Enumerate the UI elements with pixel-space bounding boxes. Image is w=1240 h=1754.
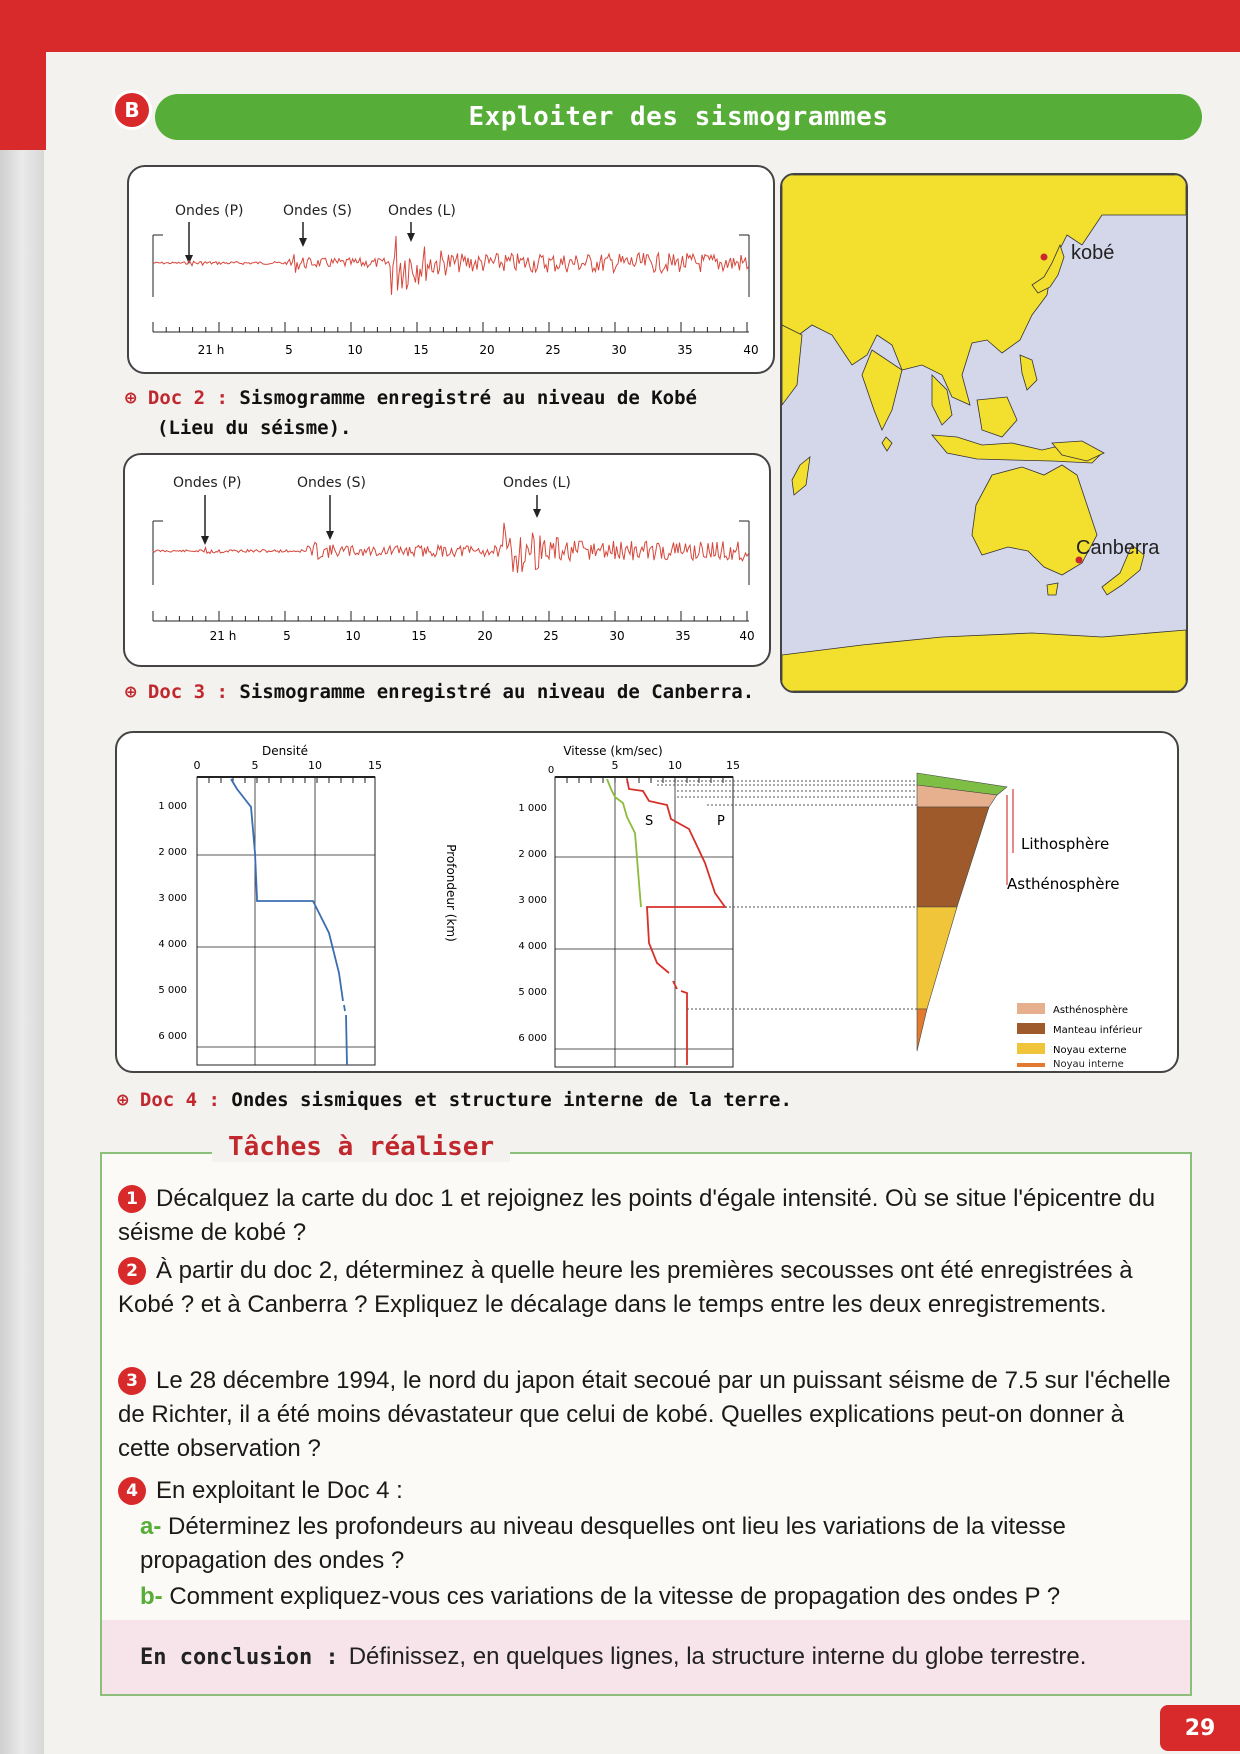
wedge-outer-core (917, 907, 957, 1009)
tick-label: 15 (411, 629, 427, 643)
tick-label: 4 000 (518, 941, 547, 952)
task-4b (140, 1580, 1180, 1614)
africa-landmass (782, 325, 802, 405)
task-4a-text: Déterminez les profondeurs au niveau desquelles ont lieu les variations de la vitesse propagation des ondes ? (140, 1513, 1066, 1574)
task-4 (118, 1474, 1178, 1508)
task-text: En exploitant le Doc 4 : (156, 1477, 403, 1504)
tasmania-landmass (1047, 583, 1058, 595)
task-4a-label: a- (140, 1513, 162, 1540)
tick-label: 40 (739, 629, 755, 643)
tick-label: 5 (611, 759, 619, 772)
density-title: Densité (262, 744, 308, 758)
seismogram-canberra (125, 455, 769, 665)
task-4a (140, 1510, 1180, 1578)
tick-label: 5 (285, 343, 293, 357)
wave-label-s: Ondes (S) (297, 475, 366, 491)
earth-structure-panel (115, 731, 1179, 1073)
task-4b-label: b- (140, 1583, 163, 1610)
density-curve (231, 779, 347, 1065)
tick-label: 15 (726, 759, 740, 772)
tick-label: 1 000 (158, 801, 187, 812)
page-number: 29 (1160, 1705, 1240, 1751)
tick-label: 10 (308, 759, 322, 772)
tick-label: 20 (477, 629, 493, 643)
seismogram-kobe (129, 167, 773, 372)
tick-label: 6 000 (158, 1031, 187, 1042)
tasks-box (100, 1132, 1192, 1696)
task-2 (118, 1254, 1178, 1322)
tick-label: 21 h (209, 629, 237, 643)
task-text: Le 28 décembre 1994, le nord du japon était secoué par un puissant séisme de 7.5 sur l'échelle de Richter, il a été moins dévastateur que celui de kobé. Quelles explications peut-on donner à cette observation ? (118, 1367, 1171, 1462)
task-number: 2 (118, 1257, 146, 1285)
wave-label-p: Ondes (P) (175, 203, 244, 219)
task-number: 4 (118, 1477, 146, 1505)
depth-axis-label: Profondeur (km) (444, 844, 458, 942)
legend-label: Asthénosphère (1053, 1005, 1129, 1016)
philippines-landmass (1020, 355, 1037, 390)
task-3 (118, 1364, 1178, 1466)
legend-label: Manteau inférieur (1053, 1025, 1143, 1036)
city-label-canberra: Canberra (1076, 537, 1160, 559)
tick-label: 15 (413, 343, 429, 357)
doc4-label: ⊕ Doc 4 : (117, 1089, 220, 1111)
tick-label: 10 (668, 759, 682, 772)
p-wave-curve (627, 779, 725, 1065)
task-number: 3 (118, 1367, 146, 1395)
tick-label: 3 000 (158, 893, 187, 904)
doc3-caption-text: Sismogramme enregistré au niveau de Canberra. (239, 681, 755, 703)
tick-label: 1 000 (518, 803, 547, 814)
wedge-inner-core (917, 1009, 927, 1051)
seismogram-canberra-panel (123, 453, 771, 667)
conclusion-text: Définissez, en quelques lignes, la structure interne du globe terrestre. (348, 1643, 1087, 1670)
asia-pacific-map (780, 173, 1188, 693)
tick-label: 5 (251, 759, 259, 772)
lithosphere-label: Lithosphère (1021, 835, 1110, 853)
tick-label: 35 (677, 343, 693, 357)
speed-title: Vitesse (km/sec) (563, 744, 663, 758)
sri-lanka-landmass (882, 437, 892, 451)
s-wave-curve (607, 779, 641, 907)
asia-landmass (782, 175, 1186, 405)
wave-label-p: Ondes (P) (173, 475, 242, 491)
wedge-lower-mantle (917, 807, 989, 907)
wave-label-s: Ondes (S) (283, 203, 352, 219)
legend-swatch-asthenosphere (1017, 1003, 1045, 1014)
india-landmass (862, 350, 902, 430)
tick-label: 3 000 (518, 895, 547, 906)
doc2-caption-line1: Sismogramme enregistré au niveau de Kobé (239, 387, 697, 409)
legend-swatch-outer-core (1017, 1043, 1045, 1054)
legend-label-inner-core: Noyau interne (1053, 1059, 1124, 1070)
legend-label: Noyau externe (1053, 1045, 1127, 1056)
tick-label: 2 000 (158, 847, 187, 858)
s-wave-label: S (645, 814, 654, 829)
doc3-caption (125, 677, 754, 707)
conclusion-label: En conclusion : (140, 1644, 339, 1670)
tick-label: 25 (543, 629, 559, 643)
seismogram-kobe-panel (127, 165, 775, 374)
legend-swatch-lower-mantle (1017, 1023, 1045, 1034)
conclusion (102, 1620, 1190, 1694)
tick-label: 5 000 (518, 987, 547, 998)
tasks-title: Tâches à réaliser (212, 1132, 510, 1162)
tick-label: 0 (547, 765, 555, 776)
left-red-bar (0, 0, 46, 150)
tick-label: 6 000 (518, 1033, 547, 1044)
tick-label: 20 (479, 343, 495, 357)
doc2-label: ⊕ Doc 2 : (125, 387, 228, 409)
borneo-landmass (977, 397, 1017, 437)
wave-label-l: Ondes (L) (388, 203, 456, 219)
wave-label-l: Ondes (L) (503, 475, 571, 491)
task-text: À partir du doc 2, déterminez à quelle heure les premières secousses ont été enregistrées à Kobé ? et à Canberra ? Expliquez le décalage dans le temps entre les deux enregistrements. (118, 1257, 1133, 1318)
doc4-caption-text: Ondes sismiques et structure interne de la terre. (231, 1089, 792, 1111)
tick-label: 5 000 (158, 985, 187, 996)
section-title: Exploiter des sismogrammes (155, 94, 1202, 140)
asthenosphere-label: Asthénosphère (1007, 875, 1120, 893)
tick-label: 35 (675, 629, 691, 643)
section-badge: B (115, 93, 149, 127)
tick-label: 30 (611, 343, 627, 357)
task-4b-text: Comment expliquez-vous ces variations de la vitesse de propagation des ondes P ? (169, 1583, 1061, 1610)
tick-label: 25 (545, 343, 561, 357)
tick-label: 0 (193, 759, 201, 772)
tick-label: 15 (368, 759, 382, 772)
tick-label: 30 (609, 629, 625, 643)
p-wave-label: P (717, 814, 725, 829)
tick-label: 10 (347, 343, 363, 357)
seismogram-trace (153, 523, 749, 573)
tick-label: 40 (743, 343, 759, 357)
tick-label: 10 (345, 629, 361, 643)
kobe-marker (1041, 254, 1048, 261)
seismogram-trace (153, 236, 749, 295)
city-label-kobe: kobé (1071, 242, 1115, 264)
doc4-caption (117, 1085, 792, 1115)
legend-swatch-inner-core (1017, 1063, 1045, 1067)
task-number: 1 (118, 1185, 146, 1213)
task-text: Décalquez la carte du doc 1 et rejoignez les points d'égale intensité. Où se situe l'épicentre du séisme de kobé ? (118, 1185, 1156, 1246)
book-spine (0, 150, 44, 1754)
tick-label: 5 (283, 629, 291, 643)
tick-label: 2 000 (518, 849, 547, 860)
earth-structure-chart (117, 733, 1177, 1071)
antarctica-landmass (782, 630, 1186, 691)
tick-label: 21 h (197, 343, 225, 357)
madagascar-landmass (792, 457, 810, 495)
doc3-label: ⊕ Doc 3 : (125, 681, 228, 703)
tick-label: 4 000 (158, 939, 187, 950)
doc2-caption (125, 383, 697, 443)
task-1 (118, 1182, 1178, 1250)
top-bar (0, 0, 1240, 52)
doc2-caption-line2: (Lieu du séisme). (157, 417, 352, 439)
